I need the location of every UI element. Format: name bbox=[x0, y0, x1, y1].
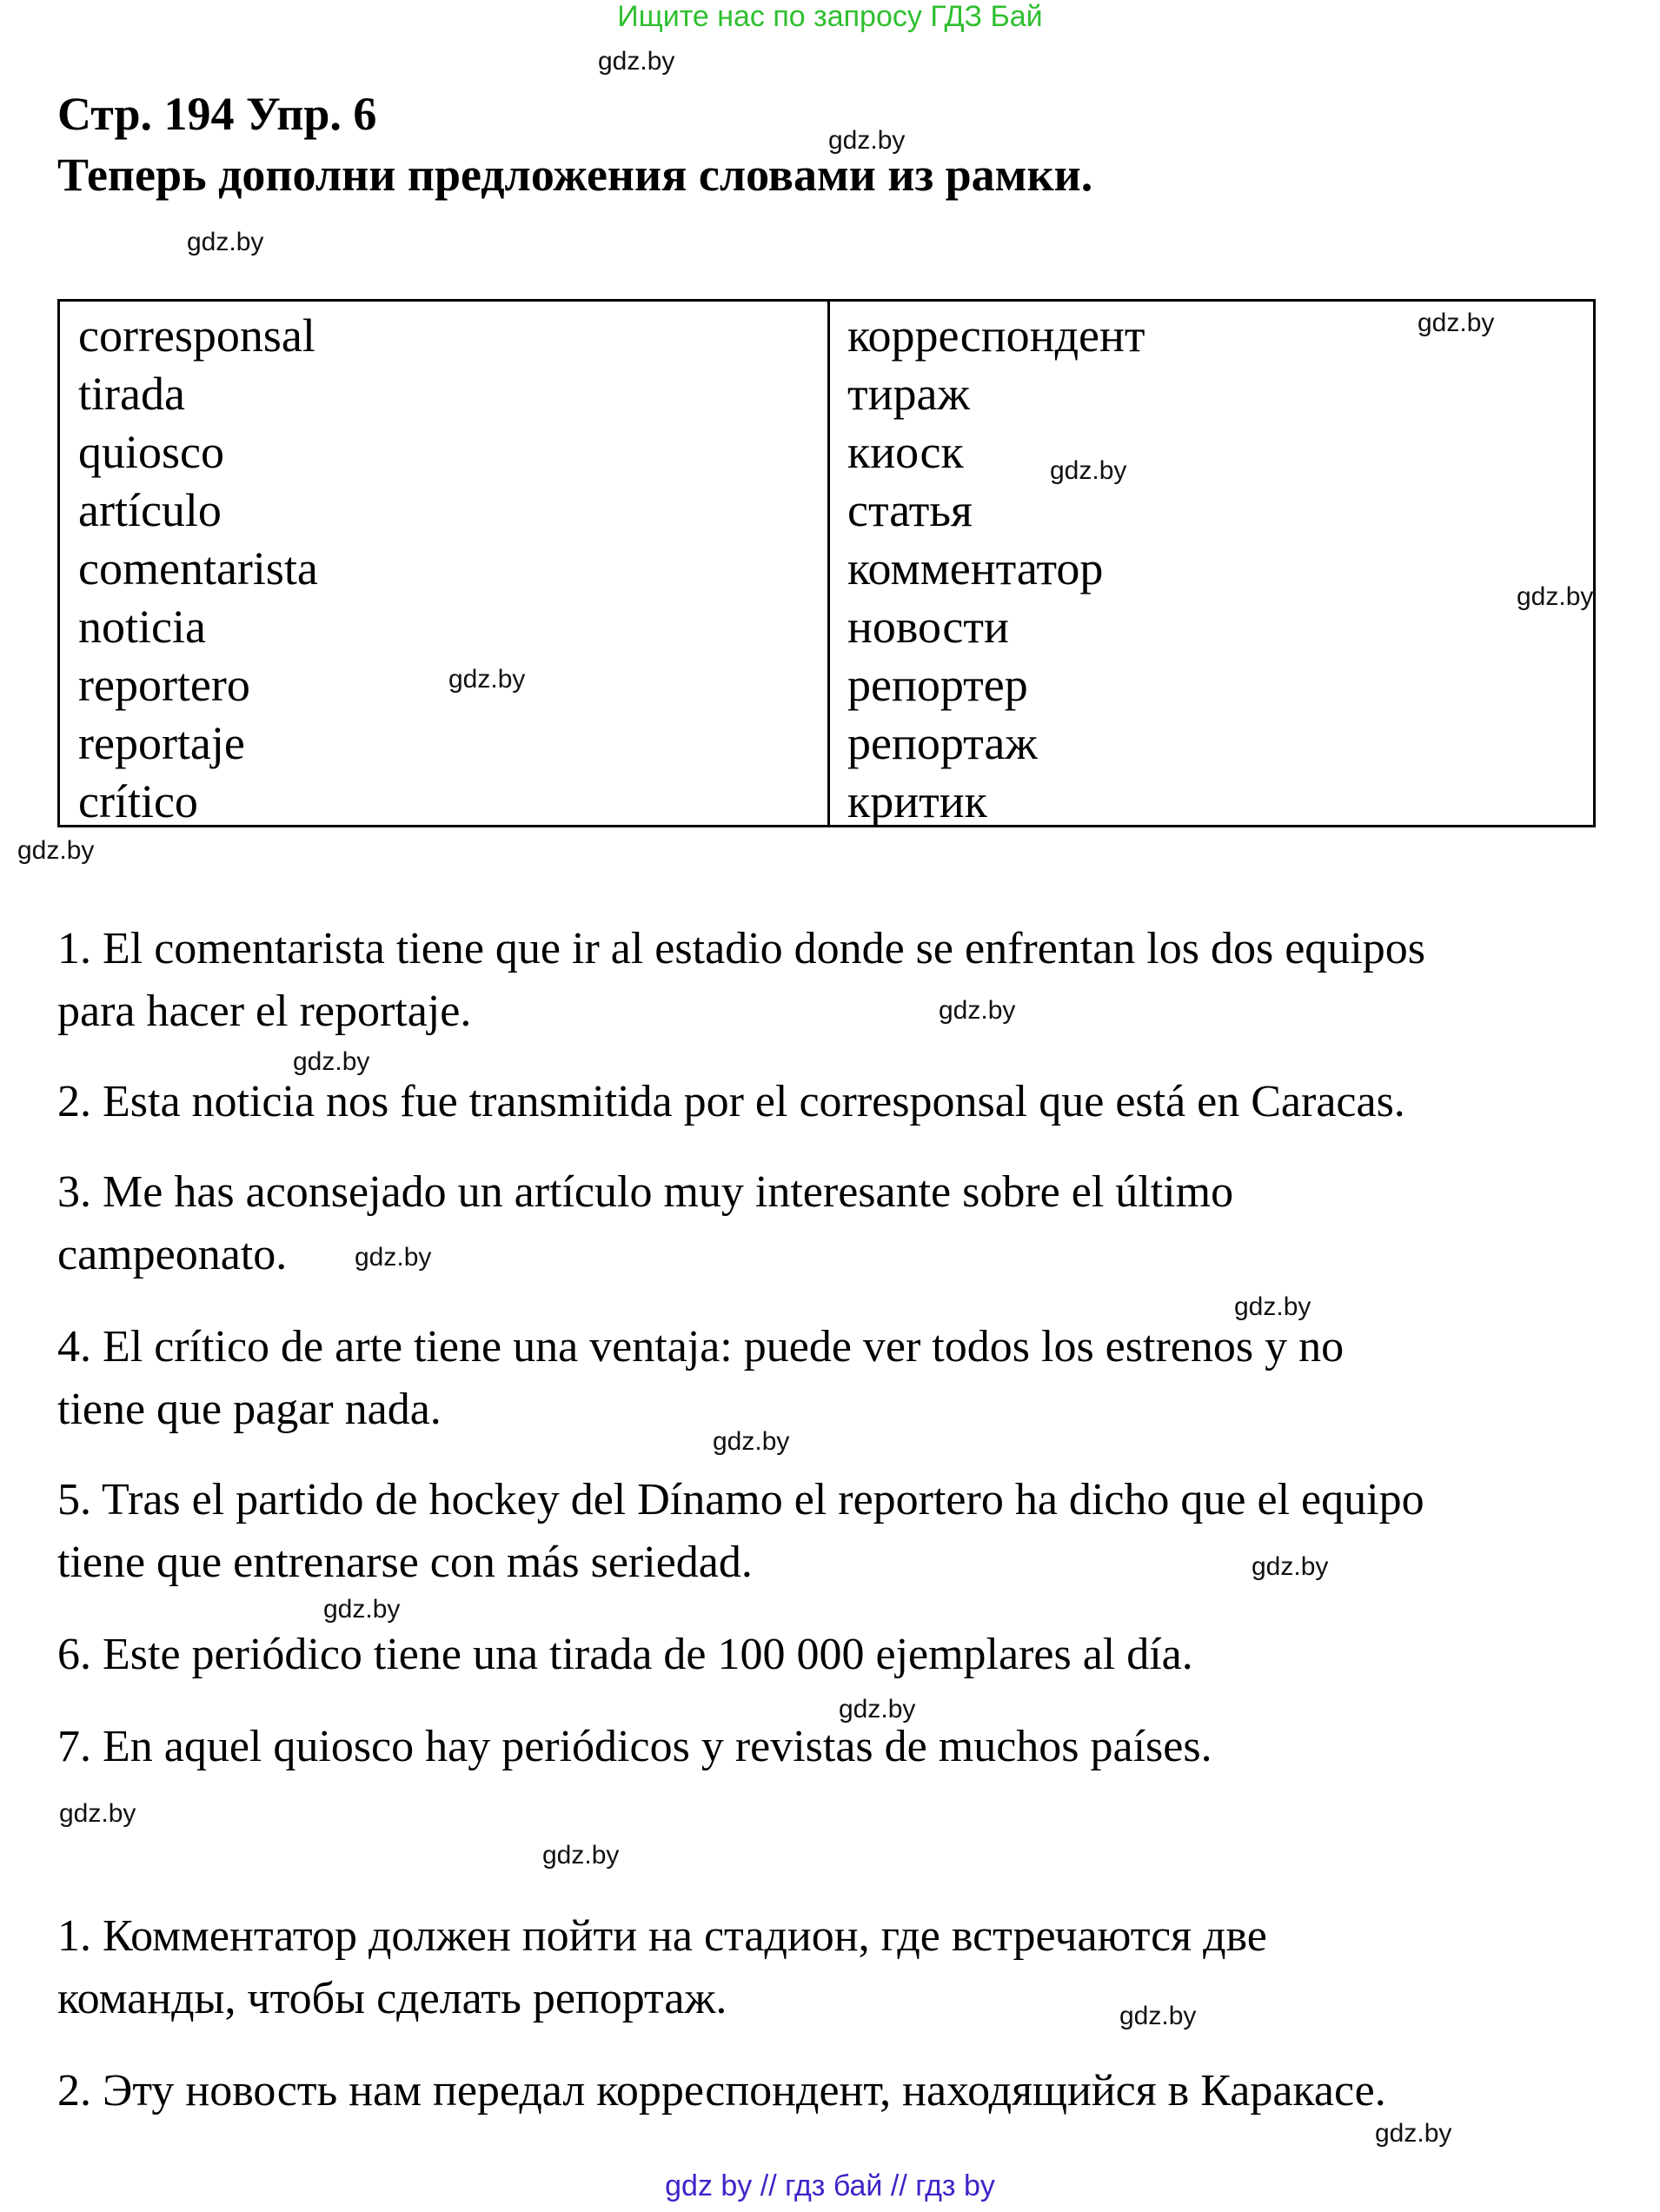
watermark: gdz.by bbox=[1234, 1292, 1311, 1321]
sentence-line: 4. El crítico de arte tiene una ventaja: puede ver todos los estrenos y no bbox=[57, 1322, 1345, 1372]
exercise-instruction: Теперь дополни предложения словами из рамки. bbox=[57, 149, 1093, 201]
watermark: gdz.by bbox=[1418, 309, 1495, 337]
watermark: gdz.by bbox=[1119, 2002, 1197, 2030]
watermark: gdz.by bbox=[17, 836, 95, 865]
sentence-line: 5. Tras el partido de hockey del Dínamo el reportero ha dicho que el equipo bbox=[57, 1475, 1424, 1524]
page-title: Стр. 194 Упр. 6 bbox=[57, 88, 377, 140]
vocab-word-ru: критик bbox=[847, 775, 987, 827]
watermark: gdz.by bbox=[828, 126, 906, 155]
spanish-sentence-7 bbox=[57, 1716, 1212, 1778]
watermark: gdz.by bbox=[939, 996, 1016, 1025]
watermark: gdz.by bbox=[713, 1427, 790, 1456]
russian-sentence-2 bbox=[57, 2060, 1386, 2122]
watermark: gdz.by bbox=[1517, 582, 1594, 611]
vocabulary-box bbox=[57, 299, 1596, 827]
watermark: gdz.by bbox=[323, 1595, 401, 1624]
sentence-line: команды, чтобы сделать репортаж. bbox=[57, 1974, 727, 2023]
top-banner[interactable]: Ищите нас по запросу ГДЗ Бай bbox=[617, 0, 1043, 33]
vocab-word-es: comentarista bbox=[78, 542, 318, 595]
spanish-column bbox=[78, 307, 318, 831]
watermark: gdz.by bbox=[355, 1243, 432, 1272]
spanish-sentence-3 bbox=[57, 1161, 1233, 1286]
vocab-word-ru: киоск bbox=[847, 426, 964, 478]
sentence-line: 3. Me has aconsejado un artículo muy interesante sobre el último bbox=[57, 1167, 1234, 1217]
spanish-sentence-2 bbox=[57, 1071, 1405, 1133]
watermark: gdz.by bbox=[1252, 1552, 1329, 1581]
watermark: gdz.by bbox=[293, 1047, 370, 1076]
vocab-word-es: tirada bbox=[78, 368, 185, 420]
vocab-word-ru: корреспондент bbox=[847, 309, 1145, 362]
vocab-word-ru: тираж bbox=[847, 368, 970, 420]
watermark: gdz.by bbox=[598, 47, 675, 76]
russian-column bbox=[847, 307, 1145, 831]
vocab-word-es: artículo bbox=[78, 484, 222, 536]
watermark: gdz.by bbox=[1050, 456, 1127, 485]
sentence-line: para hacer el reportaje. bbox=[57, 986, 472, 1036]
vocab-word-ru: статья bbox=[847, 484, 973, 536]
russian-sentence-1 bbox=[57, 1905, 1267, 2030]
spanish-sentence-4 bbox=[57, 1316, 1344, 1441]
sentence-line: tiene que entrenarse con más seriedad. bbox=[57, 1538, 753, 1587]
spanish-sentence-6 bbox=[57, 1624, 1193, 1686]
vocab-word-ru: репортаж bbox=[847, 717, 1038, 769]
vocab-word-es: corresponsal bbox=[78, 309, 315, 362]
vocab-word-es: crítico bbox=[78, 775, 198, 827]
sentence-line: 1. Комментатор должен пойти на стадион, где встречаются две bbox=[57, 1911, 1267, 1961]
sentence-line: tiene que pagar nada. bbox=[57, 1385, 442, 1434]
sentence-line: 2. Esta noticia nos fue transmitida por el corresponsal que está en Caracas. bbox=[57, 1077, 1405, 1126]
vocab-word-es: reportero bbox=[78, 659, 250, 711]
vocab-word-ru: новости bbox=[847, 601, 1009, 653]
footer-links[interactable]: gdz by // гдз бай // гдз by bbox=[665, 2169, 995, 2202]
vocab-word-es: noticia bbox=[78, 601, 206, 653]
watermark: gdz.by bbox=[187, 228, 264, 256]
vocab-word-es: quiosco bbox=[78, 426, 224, 478]
vocab-word-ru: репортер bbox=[847, 659, 1028, 711]
watermark: gdz.by bbox=[1375, 2119, 1452, 2148]
sentence-line: 1. El comentarista tiene que ir al estadio donde se enfrentan los dos equipos bbox=[57, 924, 1425, 973]
sentence-line: 2. Эту новость нам передал корреспондент, находящийся в Каракасе. bbox=[57, 2066, 1386, 2116]
sentence-line: 6. Este periódico tiene una tirada de 100 000 ejemplares al día. bbox=[57, 1630, 1193, 1679]
watermark: gdz.by bbox=[59, 1799, 136, 1828]
sentence-line: campeonato. bbox=[57, 1230, 288, 1279]
sentence-line: 7. En aquel quiosco hay periódicos y revistas de muchos países. bbox=[57, 1722, 1212, 1771]
spanish-sentence-1 bbox=[57, 918, 1425, 1043]
spanish-sentence-5 bbox=[57, 1469, 1424, 1594]
watermark: gdz.by bbox=[839, 1695, 916, 1724]
watermark: gdz.by bbox=[542, 1841, 620, 1870]
vocab-word-es: reportaje bbox=[78, 717, 245, 769]
watermark: gdz.by bbox=[448, 665, 526, 694]
column-divider bbox=[827, 302, 830, 825]
vocab-word-ru: комментатор bbox=[847, 542, 1104, 595]
